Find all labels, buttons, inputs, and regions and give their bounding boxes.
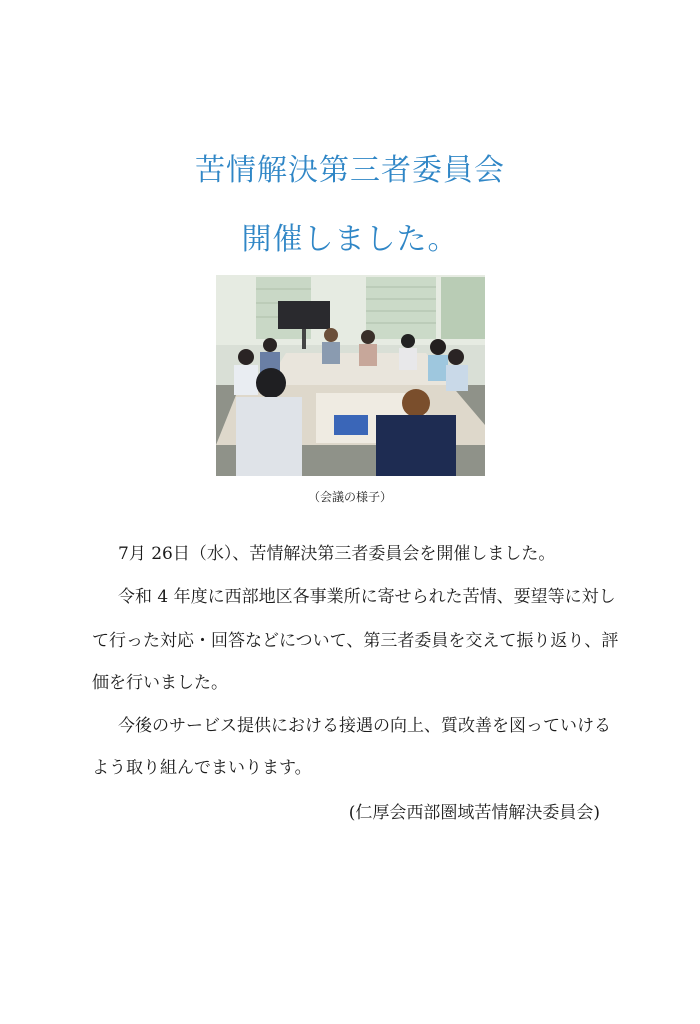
paragraph-2-line-3: 価を行いました。 [92,673,228,693]
photo-caption: （会議の様子） [307,490,392,504]
paragraph-3-line-2: よう取り組んでまいります。 [92,758,312,778]
paragraph-2-line-2: て行った対応・回答などについて、第三者委員を交えて振り返り、評 [92,631,619,651]
title-line-2: 開催しました。 [241,222,459,257]
paragraph-1: 7月 26日（水）、苦情解決第三者委員会を開催しました。 [118,544,556,564]
signature: (仁厚会西部圏域苦情解決委員会) [348,803,600,823]
paragraph-2-line-1: 令和 4 年度に西部地区各事業所に寄せられた苦情、要望等に対し [118,587,616,607]
paragraph-3-line-1: 今後のサービス提供における接遇の向上、質改善を図っていける [118,716,611,736]
meeting-photo [216,275,485,476]
title-line-1: 苦情解決第三者委員会 [195,153,505,188]
